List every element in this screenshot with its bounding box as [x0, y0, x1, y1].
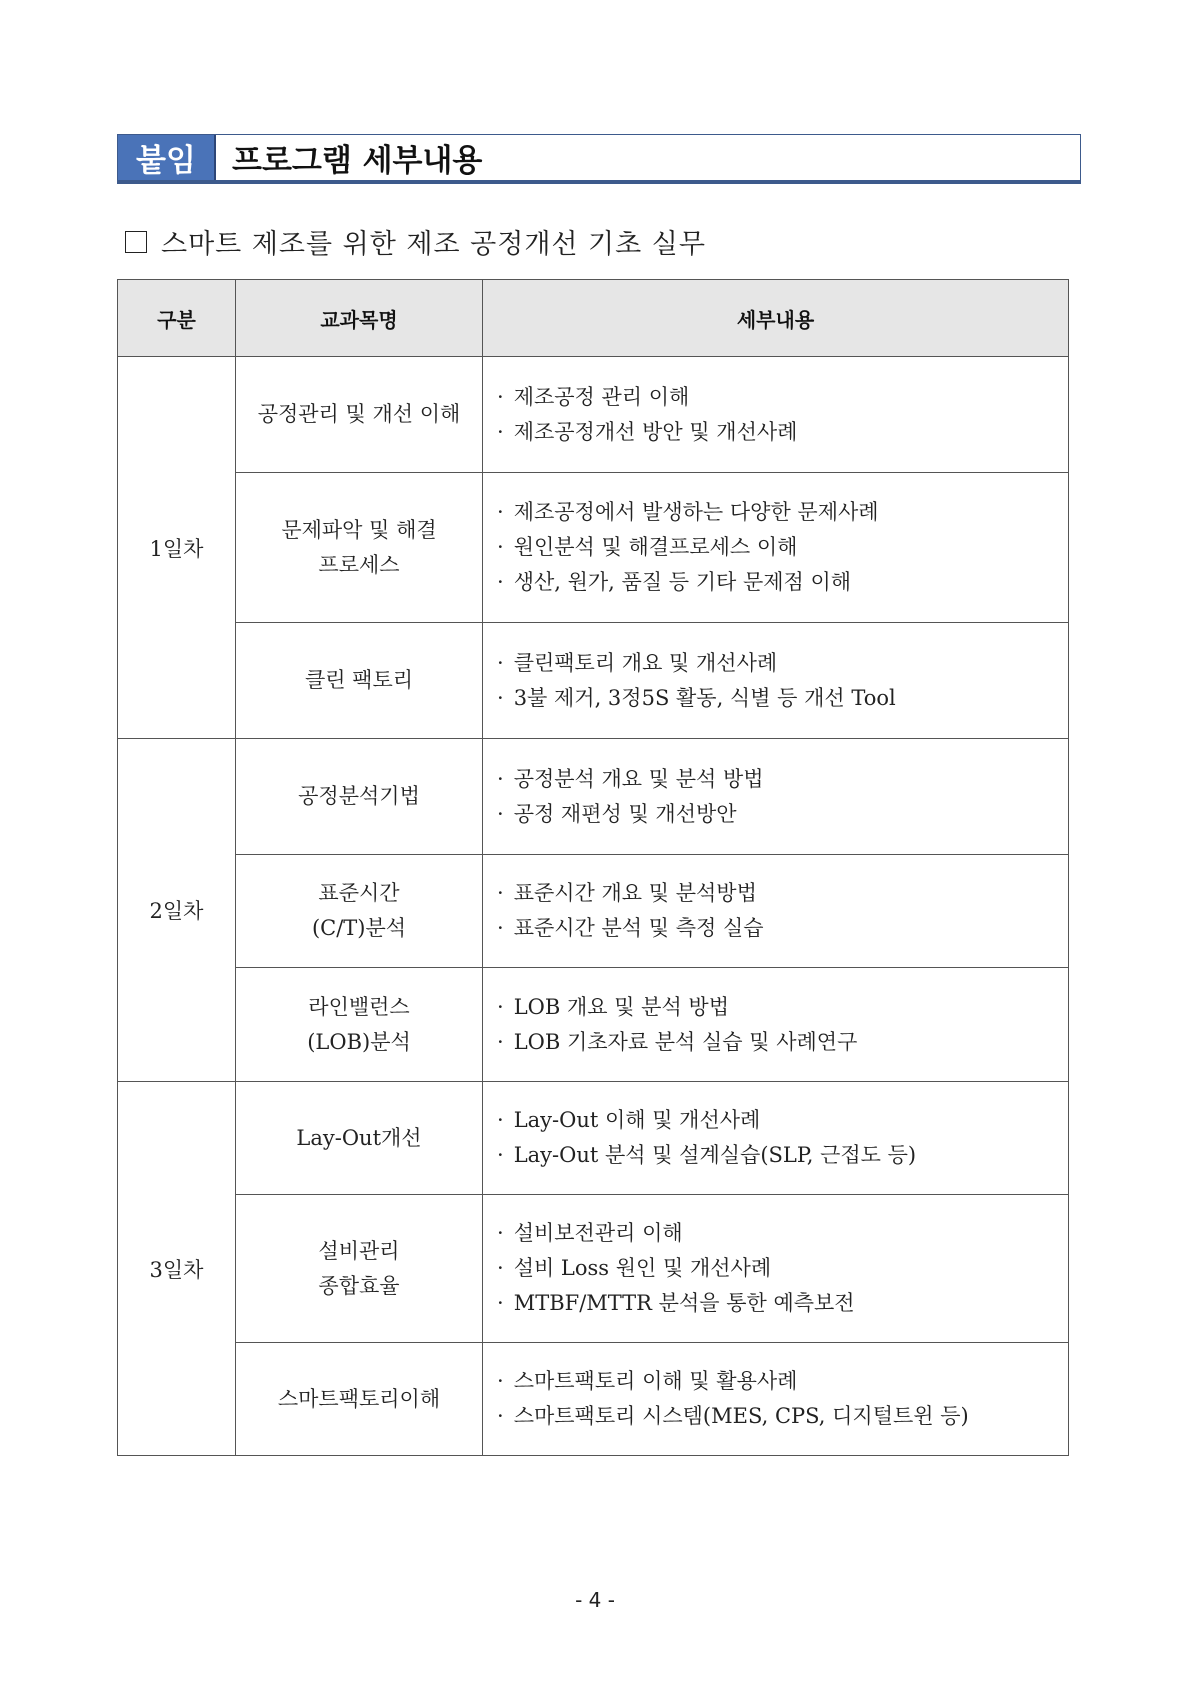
detail-cell — [483, 1343, 1069, 1456]
subject-cell — [236, 473, 483, 623]
table-row — [118, 623, 1069, 739]
subject-cell — [236, 1343, 483, 1456]
table-row — [118, 473, 1069, 623]
table-row — [118, 1082, 1069, 1195]
subject-text: 설비관리 — [318, 1238, 400, 1263]
table-row — [118, 357, 1069, 473]
detail-cell — [483, 1082, 1069, 1195]
detail-item: · Lay-Out 이해 및 개선사례 — [497, 1103, 1067, 1138]
table-row — [118, 968, 1069, 1082]
detail-item: · 원인분석 및 해결프로세스 이해 — [497, 530, 1067, 565]
subject-text: 공정관리 및 개선 이해 — [257, 402, 461, 426]
detail-cell — [483, 739, 1069, 855]
detail-item: · LOB 개요 및 분석 방법 — [497, 990, 1067, 1025]
subject-cell — [236, 968, 483, 1082]
subject-cell — [236, 1195, 483, 1343]
detail-item: · 생산, 원가, 품질 등 기타 문제점 이해 — [497, 565, 1067, 600]
detail-cell — [483, 1195, 1069, 1343]
detail-cell — [483, 855, 1069, 968]
table-header-row — [118, 280, 1069, 357]
detail-cell — [483, 623, 1069, 739]
detail-cell — [483, 968, 1069, 1082]
subject-text: 프로세스 — [318, 552, 400, 577]
detail-item: · 공정분석 개요 및 분석 방법 — [497, 762, 1067, 797]
header-banner — [117, 134, 1081, 184]
program-table — [117, 279, 1069, 1456]
day-label: 1일차 — [118, 357, 236, 739]
detail-item: · 스마트팩토리 시스템(MES, CPS, 디지털트윈 등) — [497, 1399, 1067, 1434]
detail-item: · 제조공정에서 발생하는 다양한 문제사례 — [497, 495, 1067, 530]
column-header-detail: 세부내용 — [483, 280, 1069, 357]
detail-item: · 공정 재편성 및 개선방안 — [497, 797, 1067, 832]
detail-item: · 설비보전관리 이해 — [497, 1216, 1067, 1251]
detail-item: · LOB 기초자료 분석 실습 및 사례연구 — [497, 1025, 1067, 1060]
detail-item: · Lay-Out 분석 및 설계실습(SLP, 근접도 등) — [497, 1138, 1067, 1173]
detail-item: · 스마트팩토리 이해 및 활용사례 — [497, 1364, 1067, 1399]
subject-text: 라인밸런스 — [308, 994, 410, 1019]
detail-item: · MTBF/MTTR 분석을 통한 예측보전 — [497, 1286, 1067, 1321]
subject-text: 스마트팩토리이해 — [277, 1386, 441, 1411]
subject-cell — [236, 855, 483, 968]
detail-item: · 3불 제거, 3정5S 활동, 식별 등 개선 Tool — [497, 681, 1067, 716]
subject-text: (LOB)분석 — [307, 1029, 411, 1054]
detail-item: · 제조공정 관리 이해 — [497, 380, 1067, 415]
subject-text: Lay-Out개선 — [296, 1125, 422, 1150]
day-label: 3일차 — [118, 1082, 236, 1456]
column-header-day: 구분 — [118, 280, 236, 357]
day-label: 2일차 — [118, 739, 236, 1082]
detail-item: · 제조공정개선 방안 및 개선사례 — [497, 415, 1067, 450]
subject-cell — [236, 357, 483, 473]
subject-cell — [236, 623, 483, 739]
detail-item: · 클린팩토리 개요 및 개선사례 — [497, 646, 1067, 681]
table-row — [118, 739, 1069, 855]
section-title: 스마트 제조를 위한 제조 공정개선 기초 실무 — [161, 229, 706, 260]
subject-text: 종합효율 — [318, 1273, 400, 1298]
section-heading — [125, 222, 706, 261]
subject-text: 문제파악 및 해결 — [281, 517, 437, 542]
page-number: - 4 - — [575, 1588, 615, 1612]
detail-item: · 표준시간 개요 및 분석방법 — [497, 876, 1067, 911]
table-row — [118, 855, 1069, 968]
subject-text: (C/T)분석 — [311, 916, 407, 940]
table-body — [118, 357, 1069, 1456]
header-tag: 붙임 — [118, 135, 216, 180]
detail-cell — [483, 357, 1069, 473]
page-title: 프로그램 세부내용 — [232, 143, 483, 179]
table-row — [118, 1343, 1069, 1456]
detail-cell — [483, 473, 1069, 623]
detail-item: · 설비 Loss 원인 및 개선사례 — [497, 1251, 1067, 1286]
subject-text: 클린 팩토리 — [304, 668, 414, 692]
detail-item: · 표준시간 분석 및 측정 실습 — [497, 911, 1067, 946]
subject-cell — [236, 1082, 483, 1195]
table-row — [118, 1195, 1069, 1343]
subject-cell — [236, 739, 483, 855]
subject-text: 표준시간 — [318, 881, 400, 905]
checkbox-icon — [125, 231, 147, 253]
subject-text: 공정분석기법 — [298, 784, 420, 808]
column-header-subject: 교과목명 — [236, 280, 483, 357]
